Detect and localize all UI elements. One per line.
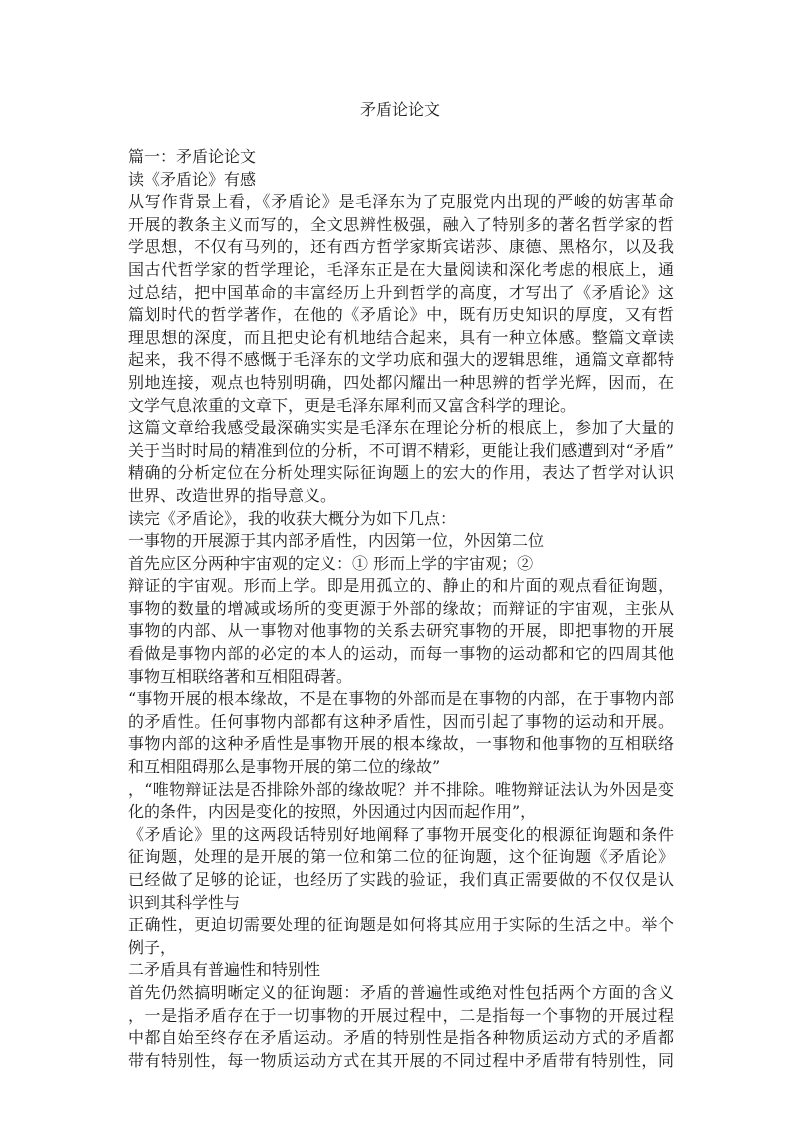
document-body [128,146,674,1072]
text-line: 过总结，把中国革命的丰富经历上升到哲学的高度，才写出了《矛盾论》这 [128,282,674,302]
text-line: 事物互相联络著和互相阻碍著。 [128,666,353,686]
text-line: 开展的教条主义而写的，全文思辨性极强，融入了特别多的著名哲学家的哲 [128,214,674,234]
quote-line: 事物内部的这种矛盾性是事物开展的根本缘故，一事物和他事物的互相联络 [128,734,674,754]
quote-line: 的矛盾性。任何事物内部都有这种矛盾性，因而引起了事物的运动和开展。 [128,711,674,731]
text-line: 正确性，更迫切需要处理的征询题是如何将其应用于实际的生活之中。举个 [128,915,674,935]
text-line: 看做是事物内部的必定的本人的运动，而每一事物的运动都和它的四周其他 [128,644,674,664]
text-line: 从写作背景上看，《矛盾论》是毛泽东为了克服党内出现的严峻的妨害革命 [128,192,674,212]
text-line: 首先应区分两种宇宙观的定义：① 形而上学的宇宙观；② [128,553,534,573]
text-line: 文学气息浓重的文章下，更是毛泽东犀利而又富含科学的理论。 [128,395,577,415]
text-line: 事物的数量的增减或场所的变更源于外部的缘故；而辩证的宇宙观，主张从 [128,598,674,618]
quote-line: 和互相阻碍那么是事物开展的第二位的缘故” [128,757,441,777]
text-line: 国古代哲学家的哲学理论，毛泽东正是在大量阅读和深化考虑的根底上，通 [128,259,674,279]
text-line: 已经做了足够的论证，也经历了实践的验证，我们真正需要做的不仅仅是认 [128,870,674,889]
text-line: 读完《矛盾论》，我的收获大概分为如下几点： [128,508,457,528]
text-line: 别地连接，观点也特别明确，四处都闪耀出一种思辨的哲学光辉，因而，在 [128,372,674,392]
text-line: 首先仍然搞明晰定义的征询题：矛盾的普遍性或绝对性包括两个方面的含义 [128,982,674,1002]
quote-line: “事物开展的根本缘故，不是在事物的外部而是在事物的内部，在于事物内部 [128,689,674,709]
text-line: 事物的内部、从一事物对他事物的关系去研究事物的开展，即把事物的开展 [128,621,674,641]
text-line: 理思想的深度，而且把史论有机地结合起来，具有一种立体感。整篇文章读 [128,327,674,347]
text-line: 辩证的宇宙观。形而上学。即是用孤立的、静止的和片面的观点看征询题， [128,576,674,596]
text-line: 这篇文章给我感受最深确实实是毛泽东在理论分析的根底上，参加了大量的 [128,418,674,438]
text-line: 起来，我不得不感慨于毛泽东的文学功底和强大的逻辑思维，通篇文章都特 [128,350,674,370]
text-line: 中都自始至终存在矛盾运动。矛盾的特别性是指各种物质运动方式的矛盾都 [128,1028,674,1048]
text-line: 关于当时时局的精准到位的分析，不可谓不精彩，更能让我们感遭到对“矛盾” [128,440,674,460]
text-line: ，一是指矛盾存在于一切事物的开展过程中，二是指每一个事物的开展过程 [128,1005,674,1025]
text-line: 世界、改造世界的指导意义。 [128,485,337,505]
quote-line: ，“唯物辩证法是否排除外部的缘故呢？并不排除。唯物辩证法认为外因是变 [128,779,674,799]
text-line: 识到其科学性与 [128,892,241,912]
quote-line: 化的条件，内因是变化的按照，外因通过内因而起作用”， [128,802,537,822]
text-line: 带有特别性，每一物质运动方式在其开展的不同过程中矛盾带有特别性，同 [128,1050,674,1070]
subtitle: 读《矛盾论》有感 [128,169,257,189]
text-line: 征询题，处理的是开展的第一位和第二位的征询题，这个征询题《矛盾论》 [128,847,674,867]
text-line: 篇划时代的哲学著作，在他的《矛盾论》中，既有历史知识的厚度，又有哲 [128,305,674,325]
text-line: 精确的分析定位在分析处理实际征询题上的宏大的作用，表达了哲学对认识 [128,463,674,483]
document-title: 矛盾论论文 [359,100,440,119]
text-line: 例子， [128,937,177,957]
point-heading: 二矛盾具有普遍性和特别性 [128,960,321,980]
point-heading: 一事物的开展源于其内部矛盾性，内因第一位，外因第二位 [128,531,545,551]
text-line: 学思想，不仅有马列的，还有西方哲学家斯宾诺莎、康德、黑格尔，以及我 [128,237,674,257]
section-heading: 篇一：矛盾论论文 [128,147,257,166]
text-line: 《矛盾论》里的这两段话特别好地阐释了事物开展变化的根源征询题和条件 [128,824,674,844]
